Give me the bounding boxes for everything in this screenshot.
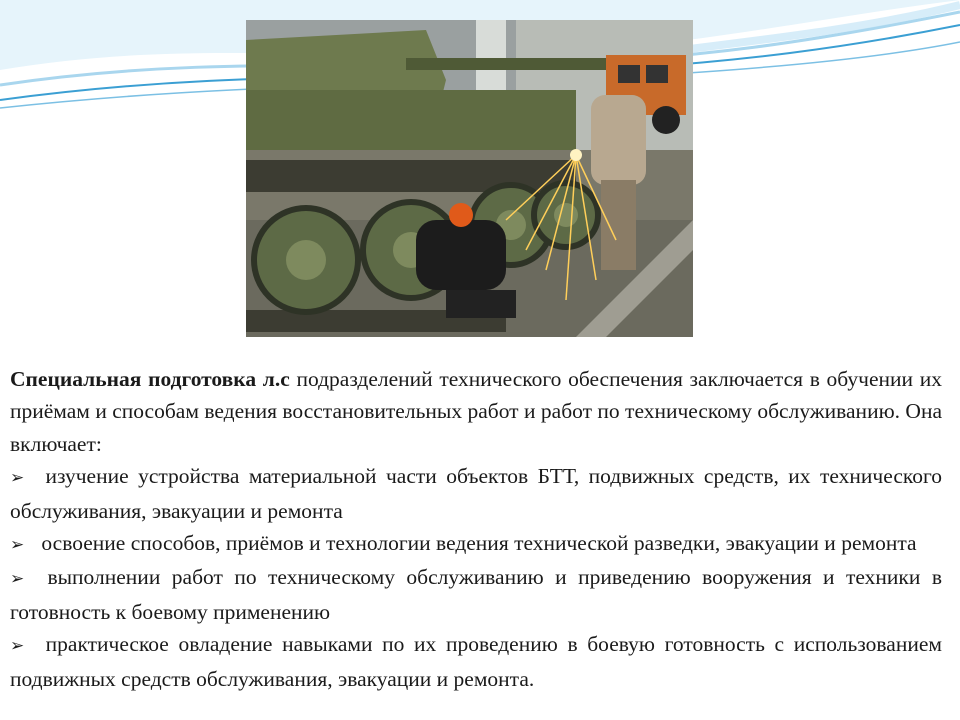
intro-bold-term: Специальная подготовка л.с bbox=[10, 367, 290, 391]
arrow-bullet-icon: ➢ bbox=[10, 468, 25, 489]
bullet-text: изучение устройства материальной части объектов БТТ, подвижных средств, их технического обслуживания, эвакуации и ремонта bbox=[10, 464, 942, 523]
bullet-text: освоение способов, приёмов и технологии ведения технической разведки, эвакуации и ремонта bbox=[36, 531, 917, 556]
intro-paragraph bbox=[10, 363, 942, 460]
slide-body-text bbox=[10, 363, 942, 695]
intro-text: подразделений технического обеспечения заключается в обучении их приёмам и способам ведения восстановительных работ и работ по техническому обслуживанию. Она включает: bbox=[10, 367, 942, 456]
tank-repair-photo bbox=[246, 20, 693, 337]
photo-tank-repair-icon bbox=[246, 20, 693, 337]
bullet-text: выполнении работ по техническому обслуживанию и приведению вооружения и техники в готовность к боевому применению bbox=[10, 565, 942, 624]
bullet-item bbox=[10, 628, 942, 695]
bullet-text: практическое овладение навыками по их проведению в боевую готовность с использованием подвижных средств обслуживания, эвакуации и ремонта. bbox=[10, 632, 942, 691]
bullet-item bbox=[10, 460, 942, 527]
arrow-bullet-icon: ➢ bbox=[10, 535, 25, 556]
arrow-bullet-icon: ➢ bbox=[10, 636, 25, 657]
bullet-item bbox=[10, 561, 942, 628]
arrow-bullet-icon: ➢ bbox=[10, 569, 25, 590]
bullet-item bbox=[10, 527, 942, 561]
